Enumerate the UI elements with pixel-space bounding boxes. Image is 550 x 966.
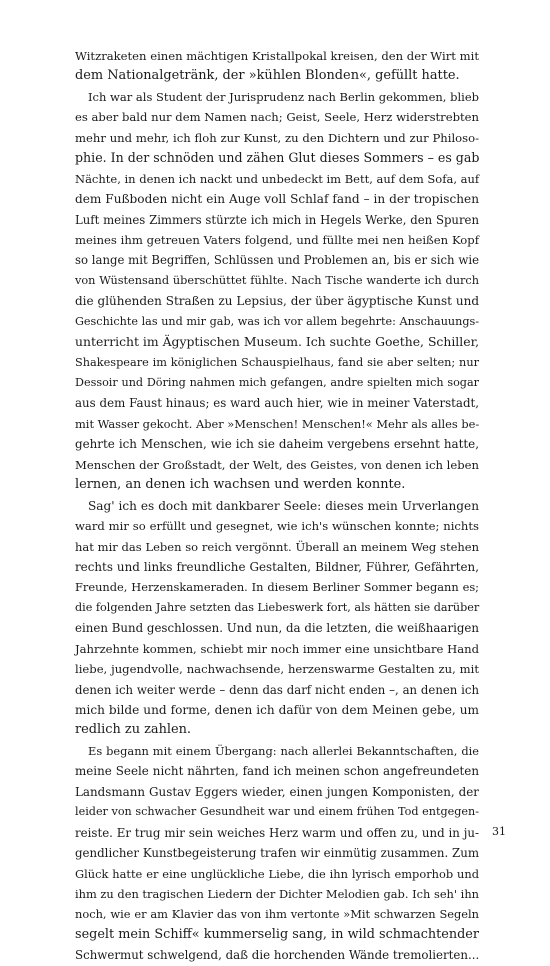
- text-line: mich bilde und forme, denen ich dafür von dem Meinen gebe, um: [75, 703, 479, 717]
- text-line: rechts und links freundliche Gestalten, Bildner, Führer, Gefährten,: [75, 559, 479, 574]
- text-line: so lange mit Begriffen, Schlüssen und Problemen an, bis er sich wie: [75, 253, 479, 268]
- text-line: liebe, jugendvolle, nachwachsende, herzenswarme Gestalten zu, mit: [75, 662, 479, 677]
- text-line: mit Wasser gekocht. Aber »Menschen! Menschen!« Mehr als alles be-: [75, 416, 480, 431]
- text-line: noch, wie er am Klavier das von ihm vertonte »Mit schwarzen Segeln: [75, 907, 479, 922]
- text-line: Dessoir und Döring nahmen mich gefangen, andre spielten mich sogar: [75, 376, 479, 389]
- text-line: einen Bund geschlossen. Und nun, da die letzten, die weißhaarigen: [75, 621, 479, 636]
- text-line: leider von schwacher Gesundheit war und einem frühen Tod entgegen-: [75, 805, 479, 819]
- text-line: Glück hatte er eine unglückliche Liebe, die ihn lyrisch emporhob und: [75, 866, 479, 881]
- text-line: reiste. Er trug mir sein weiches Herz warm und offen zu, und in ju-: [75, 825, 479, 840]
- text-line: phie. In der schnöden und zähen Glut dieses Sommers – es gab: [75, 150, 480, 166]
- text-line: redlich zu zahlen.: [75, 722, 192, 738]
- text-line: ward mir so erfüllt und gesegnet, wie ich's wünschen konnte; nichts: [75, 519, 479, 534]
- text-line: Jahrzehnte kommen, schiebt mir noch immer eine unsichtbare Hand: [75, 641, 479, 656]
- text-line: denen ich weiter werde – denn das darf nicht enden –, an denen ich: [75, 682, 479, 697]
- text-line: Freunde, Herzenskameraden. In diesem Berliner Sommer begann es;: [75, 580, 479, 595]
- text-line: die folgenden Jahre setzten das Liebeswerk fort, als hätten sie darüber: [75, 600, 480, 614]
- text-line: Shakespeare im königlichen Schauspielhaus, fand sie aber selten; nur: [75, 355, 479, 369]
- text-line: Geschichte las und mir gab, was ich vor allem begehrte: Anschauungs-: [75, 314, 479, 328]
- text-line: segelt mein Schiff« kummerselig sang, in wild schmachtender: [75, 926, 479, 942]
- text-line: Nächte, in denen ich nackt und unbedeckt im Bett, auf dem Sofa, auf: [75, 171, 480, 186]
- text-line: mehr und mehr, ich floh zur Kunst, zu den Dichtern und zur Philoso-: [75, 130, 479, 145]
- text-line: meine Seele nicht nährten, fand ich meinen schon angefreundeten: [75, 764, 479, 779]
- text-line: Menschen der Großstadt, der Welt, des Geistes, von denen ich leben: [75, 457, 479, 472]
- text-line: Es begann mit einem Übergang: nach allerlei Bekanntschaften, die: [88, 743, 479, 758]
- text-line: Sag' ich es doch mit dankbarer Seele: dieses mein Urverlangen: [88, 498, 479, 513]
- text-line: lernen, an denen ich wachsen und werden konnte.: [75, 477, 406, 493]
- body-text: [75, 46, 479, 966]
- text-line: unterricht im Ägyptischen Museum. Ich suchte Goethe, Schiller,: [75, 334, 480, 350]
- text-line: die glühenden Straßen zu Lepsius, der über ägyptische Kunst und: [75, 294, 479, 309]
- text-line: gendlicher Kunstbegeisterung trafen wir einmütig zusammen. Zum: [75, 846, 479, 861]
- text-line: Landsmann Gustav Eggers wieder, einen jungen Komponisten, der: [75, 784, 479, 799]
- text-line: dem Nationalgetränk, der »kühlen Blonden«, gefüllt hatte.: [75, 68, 460, 84]
- text-line: ihm zu den tragischen Liedern der Dichter Melodien gab. Ich seh' ihn: [75, 886, 479, 901]
- text-line: Luft meines Zimmers stürzte ich mich in Hegels Werke, den Spuren: [75, 212, 479, 227]
- text-line: Ich war als Student der Jurisprudenz nach Berlin gekommen, blieb: [88, 89, 479, 104]
- text-line: Schwermut schwelgend, daß die horchenden Wände tremolierten...: [75, 948, 480, 963]
- text-line: Witzraketen einen mächtigen Kristallpokal kreisen, den der Wirt mit: [75, 49, 479, 63]
- text-line: von Wüstensand überschüttet fühlte. Nach Tische wanderte ich durch: [75, 273, 479, 287]
- text-line: gehrte ich Menschen, wie ich sie daheim vergebens ersehnt hatte,: [75, 437, 479, 452]
- text-line: hat mir das Leben so reich vergönnt. Überall an meinem Weg stehen: [75, 539, 479, 554]
- text-line: es aber bald nur dem Namen nach; Geist, Seele, Herz widerstrebten: [75, 110, 479, 125]
- text-line: dem Fußboden nicht ein Auge voll Schlaf fand – in der tropischen: [75, 192, 479, 207]
- text-line: meines ihm getreuen Vaters folgend, und füllte mei nen heißen Kopf: [75, 232, 479, 247]
- text-line: aus dem Faust hinaus; es ward auch hier, wie in meiner Vaterstadt,: [75, 396, 479, 411]
- page-number: 31: [492, 825, 506, 838]
